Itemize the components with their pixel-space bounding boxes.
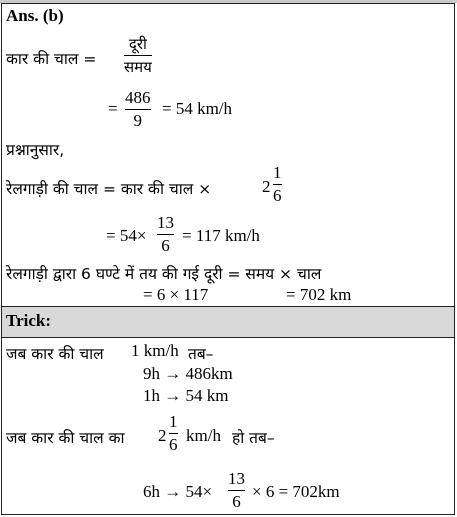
fraction-bar [124,55,152,56]
speed-fraction [124,34,152,77]
fraction-bar [273,184,282,185]
trick-line4-then: हो तब– [232,429,275,447]
trick-line4-text: जब कार की चाल का [6,429,125,447]
trick-line3: 1h → 54 km [143,386,229,405]
line5-fraction [157,213,174,256]
trick-line2: 9h → 486km [143,364,233,383]
trick-line4-unit: km/h [186,426,221,445]
distance-result: = 702 km [286,285,352,304]
distance-calc: = 6 × 117 [143,285,209,304]
trick-line5-result: × 6 = 702km [252,482,340,501]
trick-line4-whole: 2 [158,426,167,445]
trick-line5-prefix: 6h → 54× [143,482,213,501]
trick-line5-numerator: 13 [228,469,245,488]
trick-line1-speed: 1 km/h [131,341,179,360]
mixed-fraction [273,163,282,206]
mixed-denominator: 6 [273,186,282,205]
line2-equals: = [108,99,118,118]
trick-label: Trick: [6,311,52,330]
line2-fraction [125,88,151,131]
speed-fraction-denominator: समय [124,58,152,76]
according-to-question: प्रश्नानुसार, [6,141,65,159]
line2-numerator: 486 [125,88,151,107]
trick-line4-numerator: 1 [169,412,178,431]
car-speed-label: कार की चाल = [6,50,97,68]
mixed-numerator: 1 [273,163,282,182]
line5-prefix: = 54× [106,226,147,245]
line2-result: = 54 km/h [162,99,233,118]
trick-line1-then: तब– [188,345,214,363]
trick-line5-fraction [228,469,245,512]
fraction-bar [157,234,174,235]
trick-line1-text: जब कार की चाल [6,345,104,363]
trick-line4-fraction [169,412,178,455]
fraction-bar [125,109,151,110]
mixed-whole: 2 [262,177,271,196]
line2-denominator: 9 [133,111,142,130]
fraction-bar [169,433,178,434]
divider-bottom [1,337,455,338]
trick-line4-denominator: 6 [169,435,178,454]
distance-statement: रेलगाड़ी द्वारा 6 घण्टे में तय की गई दूरी = समय × चाल [6,265,322,283]
speed-fraction-numerator: दूरी [128,35,147,53]
trick-header-band [2,307,454,337]
train-speed-label: रेलगाड़ी की चाल = कार की चाल × [6,180,212,198]
fraction-bar [228,490,245,491]
line5-result: = 117 km/h [182,226,260,245]
answer-label: Ans. (b) [6,6,64,25]
line5-denominator: 6 [161,236,170,255]
trick-line5-denominator: 6 [232,492,241,511]
line5-numerator: 13 [157,213,174,232]
